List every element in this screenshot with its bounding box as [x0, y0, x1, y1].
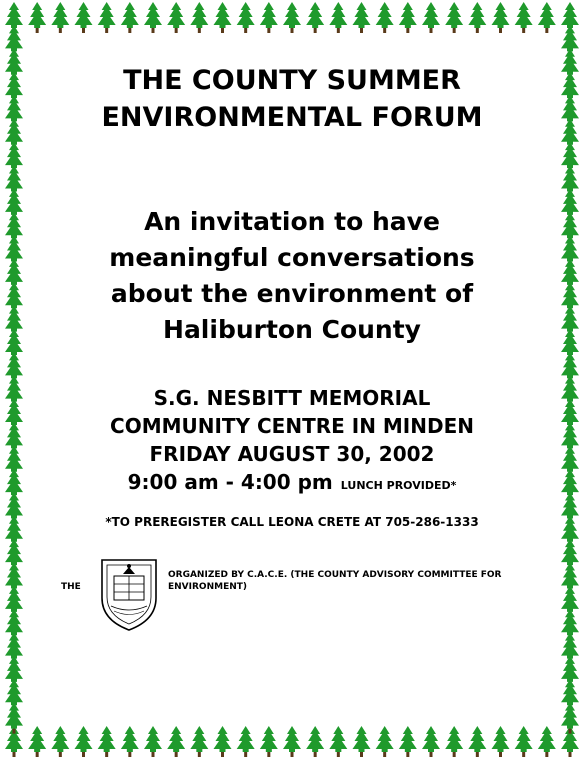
pine-tree-icon [5, 703, 23, 734]
invitation-line: An invitation to have [144, 207, 440, 236]
pine-tree-icon [561, 703, 579, 734]
pine-tree-icon [167, 2, 185, 33]
time-row [40, 468, 544, 500]
pine-tree-icon [329, 2, 347, 33]
pine-tree-icon [237, 726, 255, 757]
pine-tree-icon [329, 726, 347, 757]
pine-tree-icon [260, 726, 278, 757]
pine-tree-icon [468, 2, 486, 33]
invitation-line: about the environment of [110, 279, 474, 308]
pine-tree-icon [28, 2, 46, 33]
event-time: 9:00 am - 4:00 pm [127, 470, 333, 494]
pine-tree-icon [28, 726, 46, 757]
pine-tree-icon [422, 2, 440, 33]
pine-tree-icon [306, 726, 324, 757]
pine-tree-icon [190, 726, 208, 757]
pine-tree-icon [399, 2, 417, 33]
pine-tree-icon [376, 726, 394, 757]
pine-tree-icon [260, 2, 278, 33]
pine-tree-icon [75, 2, 93, 33]
pine-tree-icon [51, 2, 69, 33]
pine-tree-icon [283, 2, 301, 33]
venue-date [40, 384, 544, 468]
pine-tree-icon [98, 2, 116, 33]
pine-tree-icon [515, 2, 533, 33]
pine-tree-icon [214, 2, 232, 33]
invitation-text [40, 204, 544, 348]
pine-tree-icon [98, 726, 116, 757]
pine-tree-icon [283, 726, 301, 757]
pine-tree-icon [75, 726, 93, 757]
invitation-line: Haliburton County [163, 315, 421, 344]
pine-tree-icon [214, 726, 232, 757]
pine-tree-icon [353, 2, 371, 33]
invitation-line: meaningful conversations [109, 243, 475, 272]
county-crest-icon [94, 554, 164, 634]
pine-tree-icon [468, 726, 486, 757]
pine-tree-icon [121, 726, 139, 757]
organizer-note: ORGANIZED BY C.A.C.E. (THE COUNTY ADVISORY COMMITTEE FOR ENVIRONMENT) [168, 570, 502, 592]
pine-tree-icon [190, 2, 208, 33]
the-label: THE [61, 582, 81, 592]
pine-tree-icon [422, 726, 440, 757]
pine-tree-icon [121, 2, 139, 33]
pine-tree-icon [376, 2, 394, 33]
pine-tree-icon [492, 2, 510, 33]
pine-tree-icon [306, 2, 324, 33]
pine-tree-icon [399, 726, 417, 757]
pine-tree-icon [237, 2, 255, 33]
pine-tree-icon [144, 726, 162, 757]
pine-tree-icon [538, 2, 556, 33]
title-line: THE COUNTY SUMMER [123, 65, 461, 96]
title-line: ENVIRONMENTAL FORUM [101, 102, 483, 133]
pine-tree-icon [144, 2, 162, 33]
pine-tree-icon [515, 726, 533, 757]
flyer-content [40, 40, 544, 720]
lunch-note: LUNCH PROVIDED* [340, 479, 457, 492]
venue-line: S.G. NESBITT MEMORIAL [153, 386, 431, 410]
pine-tree-icon [445, 726, 463, 757]
pine-tree-icon [538, 726, 556, 757]
date-line: FRIDAY AUGUST 30, 2002 [149, 442, 435, 466]
pine-tree-icon [492, 726, 510, 757]
pine-tree-icon [167, 726, 185, 757]
pine-tree-icon [353, 726, 371, 757]
event-title [40, 62, 544, 136]
preregister-note: *TO PREREGISTER CALL LEONA CRETE AT 705-286-1333 [105, 515, 479, 529]
venue-line: COMMUNITY CENTRE IN MINDEN [110, 414, 474, 438]
pine-tree-icon [445, 2, 463, 33]
pine-tree-icon [51, 726, 69, 757]
